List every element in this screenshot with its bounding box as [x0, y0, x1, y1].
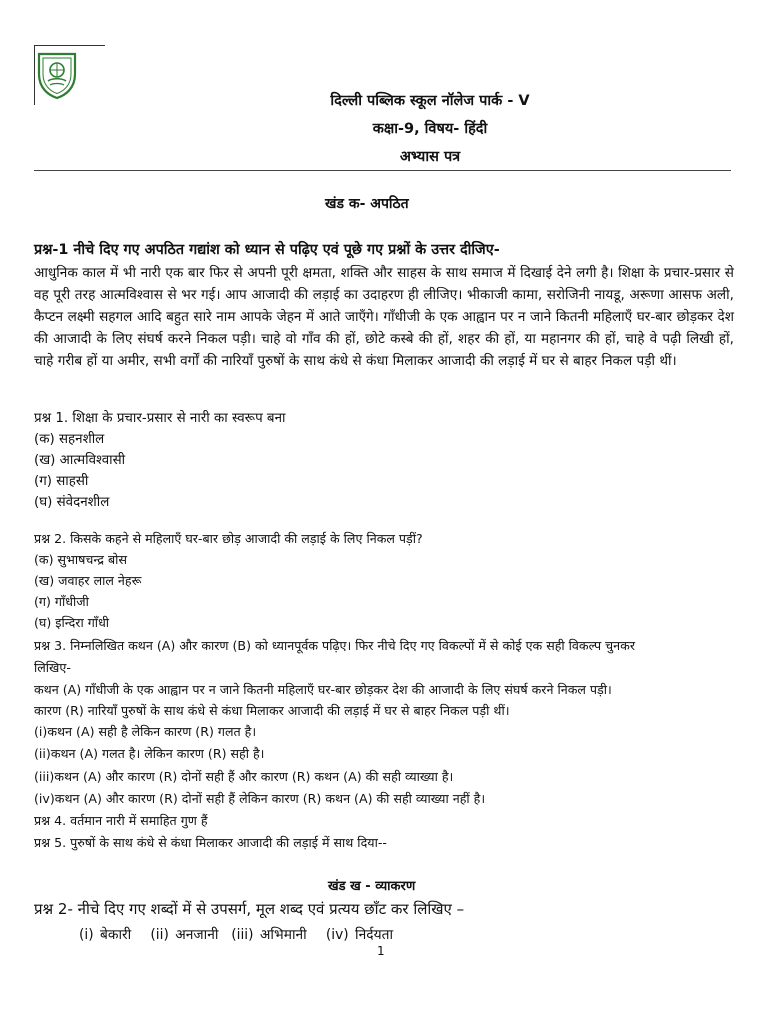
q3-option: (i)कथन (A) सही है लेकिन कारण (R) गलत है।	[34, 724, 257, 739]
q3-option: (iii)कथन (A) और कारण (R) दोनों सही हैं और कारण (R) कथन (A) की सही व्याख्या है।	[34, 769, 454, 784]
word-list: (i) बेकारी (ii) अनजानी (iii) अभिमानी (iv) निर्दयता	[79, 927, 394, 943]
q2-option: (ख) जवाहर लाल नेहरू	[34, 573, 142, 588]
q2-option: (क) सुभाषचन्द्र बोस	[34, 552, 127, 567]
q3-assertion: कथन (A) गाँधीजी के एक आह्वान पर न जाने कितनी महिलाएँ घर-बार छोड़कर देश की आजादी के लिए संघर्ष करने निकल पड़ी।	[34, 682, 612, 697]
q2-option: (ग) गाँधीजी	[34, 594, 89, 609]
q1-option: (क) सहनशील	[34, 432, 105, 447]
q3-option: (iv)कथन (A) और कारण (R) दोनों सही हैं लेकिन कारण (R) कथन (A) की सही व्याख्या नहीं है।	[34, 791, 486, 806]
question-1-instruction: प्रश्न-1 नीचे दिए गए अपठित गद्यांश को ध्यान से पढ़िए एवं पूछे गए प्रश्नों के उत्तर दीजिए-	[34, 242, 500, 258]
school-name: दिल्ली पब्लिक स्कूल नॉलेज पार्क - V	[330, 93, 530, 109]
header-divider	[34, 170, 731, 171]
q3-reason: कारण (R) नारियाँ पुरुषों के साथ कंधे से कंधा मिलाकर आजादी की लड़ाई में घर से बाहर निकल पड़ी थीं।	[34, 703, 510, 718]
worksheet-title: अभ्यास पत्र	[399, 149, 461, 165]
q1-question: प्रश्न 1. शिक्षा के प्रचार-प्रसार से नारी का स्वरूप बना	[34, 411, 286, 426]
unseen-passage: आधुनिक काल में भी नारी एक बार फिर से अपनी पूरी क्षमता, शक्ति और साहस के साथ समाज में दिखाई देने लगी है। शिक्षा के प्रचार-प्रसार से वह पूरी तरह आत्मविश्वास से भर गई। आप आजादी की लड़ाई का उदाहरण ही लीजिए। भीकाजी कामा, सरोजिनी नायडू, अरूणा आसफ अली, कैप्टन लक्ष्मी सहगल आदि बहुत सारे नाम आपके जेहन में आते जाएँगे। गाँधीजी के एक आह्वान पर न जाने कितनी महिलाएँ घर-बार छोड़कर देश की आजादी के लिए संघर्ष करने निकल पड़ी। चाहे वो गाँव की हों, छोटे कस्बे की हों, शहर की हों, या महानगर की हों, चाहे वे पढ़ी लिखी हों, चाहे गरीब हों या अमीर, सभी वर्गों की नारियाँ पुरुषों के साथ कंधे से कंधा मिलाकर आजादी की लड़ाई में घर से बाहर निकल पड़ी थीं।	[34, 265, 734, 369]
class-subject: कक्षा-9, विषय- हिंदी	[372, 121, 488, 137]
q2-question: प्रश्न 2. किसके कहने से महिलाएँ घर-बार छोड़ आजादी की लड़ाई के लिए निकल पड़ीं?	[34, 531, 423, 546]
q3-question: प्रश्न 3. निम्नलिखित कथन (A) और कारण (B) को ध्यानपूर्वक पढ़िए। फिर नीचे दिए गए विकल्पों में से कोई एक सही विकल्प चुनकर	[34, 638, 635, 653]
q3-option: (ii)कथन (A) गलत है। लेकिन कारण (R) सही है।	[34, 746, 265, 761]
q4-question: प्रश्न 4. वर्तमान नारी में समाहित गुण हैं	[34, 813, 208, 828]
school-crest-icon	[36, 50, 78, 100]
section-a-heading: खंड क- अपठित	[325, 196, 409, 212]
q1-option: (ग) साहसी	[34, 474, 89, 489]
q3-question-continued: लिखिए-	[34, 660, 71, 675]
section-b-heading: खंड ख - व्याकरण	[328, 879, 416, 894]
q1-option: (घ) संवेदनशील	[34, 495, 110, 510]
q2-option: (घ) इन्दिरा गाँधी	[34, 615, 110, 630]
q5-question: प्रश्न 5. पुरुषों के साथ कंधे से कंधा मिलाकर आजादी की लड़ाई में साथ दिया--	[34, 835, 387, 850]
q1-option: (ख) आत्मविश्वासी	[34, 453, 126, 468]
question-2-instruction: प्रश्न 2- नीचे दिए गए शब्दों में से उपसर्ग, मूल शब्द एवं प्रत्यय छाँट कर लिखिए –	[34, 900, 465, 918]
page-number: 1	[377, 944, 385, 958]
